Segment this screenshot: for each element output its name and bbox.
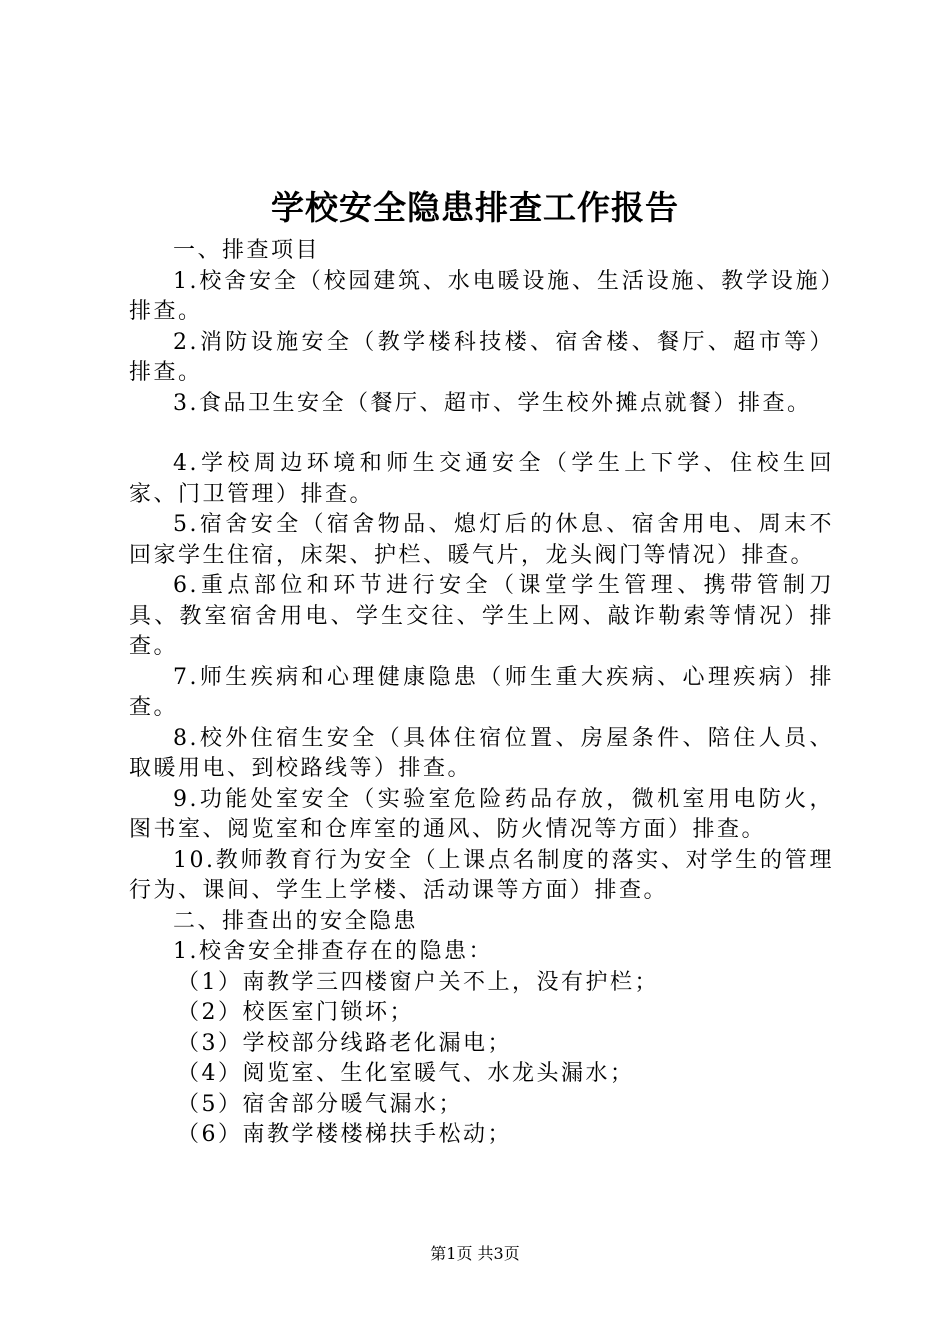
paragraph-item-5: 5.宿舍安全（宿舍物品、熄灯后的休息、宿舍用电、周末不回家学生住宿，床架、护栏、暖气片，龙头阀门等情况）排查。 bbox=[129, 512, 834, 568]
paragraph-item-1: 1.校舍安全（校园建筑、水电暖设施、生活设施、教学设施）排查。 bbox=[129, 268, 834, 324]
hazard-item-5: （5）宿舍部分暖气漏水； bbox=[177, 1091, 463, 1117]
paragraph-item-7: 7.师生疾病和心理健康隐患（师生重大疾病、心理疾病）排查。 bbox=[129, 664, 834, 720]
document-body bbox=[129, 236, 834, 1151]
subsection-heading-1: 1.校舍安全排查存在的隐患： bbox=[173, 939, 493, 964]
section-heading-1: 一、排查项目 bbox=[173, 238, 321, 263]
hazard-item-2: （2）校医室门锁坏； bbox=[177, 1000, 414, 1025]
paragraph-item-3: 3.食品卫生安全（餐厅、超市、学生校外摊点就餐）排查。 bbox=[173, 390, 812, 416]
hazard-item-3: （3）学校部分线路老化漏电； bbox=[177, 1030, 512, 1056]
paragraph-item-6: 6.重点部位和环节进行安全（课堂学生管理、携带管制刀具、教室宿舍用电、学生交往、学生上网、敲诈勒索等情况）排查。 bbox=[129, 573, 834, 659]
paragraph-item-4: 4.学校周边环境和师生交通安全（学生上下学、住校生回家、门卫管理）排查。 bbox=[129, 451, 834, 507]
hazard-item-1: （1）南教学三四楼窗户关不上，没有护栏； bbox=[177, 969, 659, 995]
document-title: 学校安全隐患排查工作报告 bbox=[271, 188, 679, 227]
section-heading-2: 二、排查出的安全隐患 bbox=[173, 908, 419, 934]
paragraph-item-8: 8.校外住宿生安全（具体住宿位置、房屋条件、陪住人员、取暖用电、到校路线等）排查。 bbox=[129, 725, 834, 781]
hazard-item-6: （6）南教学楼楼梯扶手松动； bbox=[177, 1122, 512, 1147]
hazard-item-4: （4）阅览室、生化室暖气、水龙头漏水； bbox=[177, 1061, 635, 1086]
paragraph-item-9: 9.功能处室安全（实验室危险药品存放，微机室用电防火，图书室、阅览室和仓库室的通风、防火情况等方面）排查。 bbox=[129, 786, 834, 842]
page-number-footer: 第1页 共3页 bbox=[430, 1244, 520, 1263]
paragraph-item-10: 10.教师教育行为安全（上课点名制度的落实、对学生的管理行为、课间、学生上学楼、活动课等方面）排查。 bbox=[129, 847, 834, 903]
paragraph-item-2: 2.消防设施安全（教学楼科技楼、宿舍楼、餐厅、超市等）排查。 bbox=[129, 329, 834, 385]
